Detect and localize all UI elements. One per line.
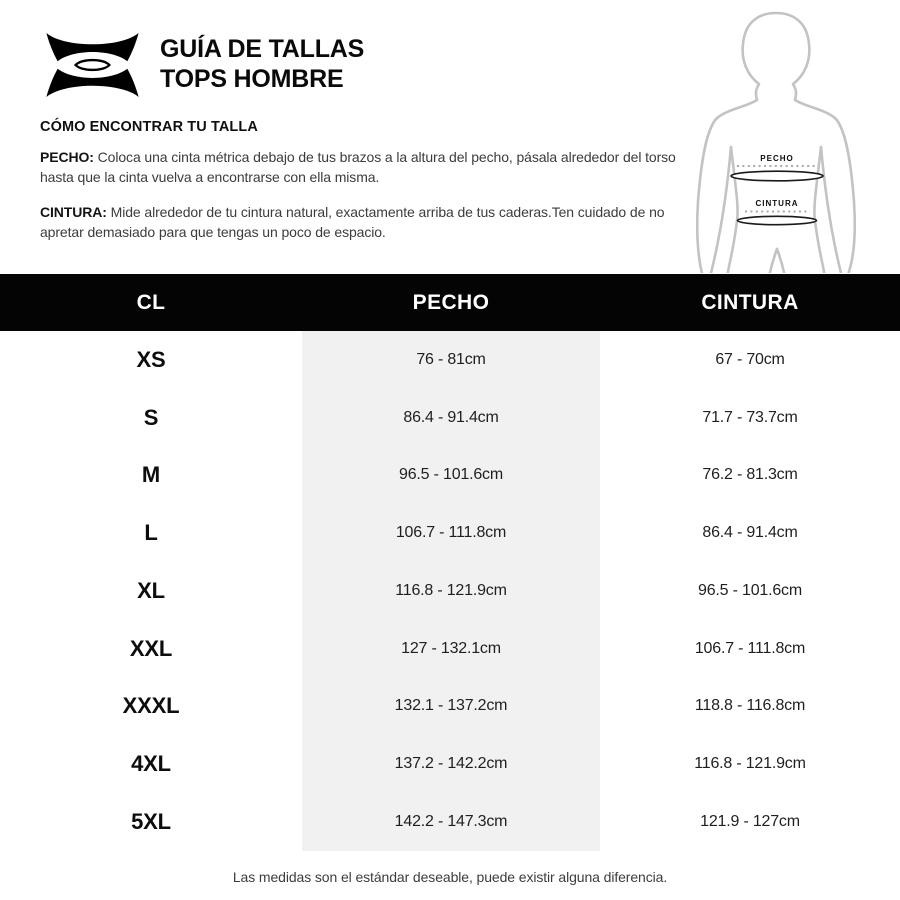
chest-value: 137.2 - 142.2cm [394,755,508,773]
size-label: XXL [129,635,173,661]
how-to-find-size-section [40,119,688,257]
chest-value: 106.7 - 111.8cm [395,524,507,542]
chest-value: 127 - 132.1cm [401,639,501,657]
chest-instruction-label: PECHO: [40,149,94,165]
waist-value: 76.2 - 81.3cm [702,466,798,484]
body-silhouette-icon [697,13,855,273]
page-title [160,34,364,94]
size-table-header [0,274,900,331]
table-row-l [0,504,900,562]
size-label: 5XL [131,809,171,834]
table-row-xxxl [0,678,900,736]
page-title-line2: TOPS HOMBRE [160,65,344,93]
size-label: 4XL [131,751,171,777]
size-label: L [144,520,158,546]
under-armour-logo-icon [45,33,140,97]
chest-value: 132.1 - 137.2cm [394,697,508,715]
column-header-cintura: CINTURA [701,290,799,314]
table-row-m [0,447,900,505]
table-row-5xl [0,793,900,851]
page-title-line1: GUÍA DE TALLAS [160,35,365,63]
disclaimer-note: Las medidas son el estándar deseable, puede existir alguna diferencia. [232,869,668,885]
size-table [0,274,900,851]
table-row-s [0,389,900,447]
size-label: XXXL [122,693,180,719]
waist-value: 106.7 - 111.8cm [694,639,806,657]
waist-value: 118.8 - 116.8cm [694,697,806,715]
waist-instruction-label: CINTURA: [40,204,107,220]
waist-value: 71.7 - 73.7cm [702,408,798,426]
chest-value: 96.5 - 101.6cm [399,466,503,484]
waist-value: 96.5 - 101.6cm [698,581,802,599]
waist-instruction-text: Mide alrededor de tu cintura natural, exactamente arriba de tus caderas.Ten cuidado de no apretar demasiado para que tengas un poco de espacio. [40,204,665,240]
body-measurement-diagram [670,0,900,273]
howto-heading: CÓMO ENCONTRAR TU TALLA [40,119,258,135]
chest-value: 116.8 - 121.9cm [395,581,507,599]
column-header-cl: CL [136,290,166,314]
size-label: M [141,462,161,488]
table-row-xxl [0,620,900,678]
waist-value: 116.8 - 121.9cm [694,755,806,773]
waist-value: 121.9 - 127cm [700,813,800,830]
waist-value: 86.4 - 91.4cm [702,524,798,542]
size-label: XL [137,577,165,603]
table-row-xl [0,562,900,620]
size-label: S [143,404,159,430]
size-label: XS [136,346,166,372]
table-row-xs [0,331,900,389]
waist-value: 67 - 70cm [715,350,785,368]
chest-value: 86.4 - 91.4cm [403,408,499,426]
chest-tape-ellipse [731,171,823,181]
table-row-4xl [0,735,900,793]
size-table-body [0,331,900,851]
chest-instruction [40,147,688,187]
column-header-pecho: PECHO [412,290,490,314]
waist-tape-ellipse [738,216,817,224]
chest-instruction-text: Coloca una cinta métrica debajo de tus brazos a la altura del pecho, pásala alrededor del torso hasta que la cinta vuelva a encontrarse con ella misma. [40,149,676,185]
diagram-chest-label: PECHO [760,154,794,163]
waist-instruction [40,202,688,242]
diagram-waist-label: CINTURA [755,199,799,208]
chest-value: 76 - 81cm [416,350,486,368]
chest-value: 142.2 - 147.3cm [394,813,508,830]
